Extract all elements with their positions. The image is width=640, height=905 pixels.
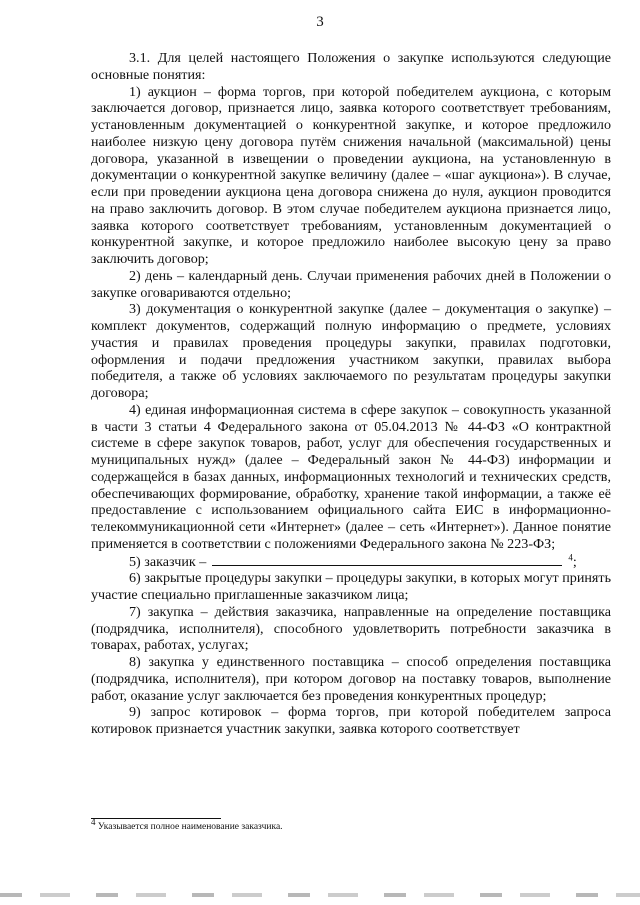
document-body (91, 50, 611, 738)
definition-closed-procedures: 6) закрытые процедуры закупки – процедуры закупки, в которых могут принять участие специально приглашенные заказчиком лица; (91, 570, 611, 603)
definition-day: 2) день – календарный день. Случаи применения рабочих дней в Положении о закупке оговариваются отдельно; (91, 267, 611, 301)
scan-edge-artifact (0, 893, 640, 897)
section-intro: 3.1. Для целей настоящего Положения о закупке используются следующие основные понятия: (91, 50, 611, 83)
definition-auction: 1) аукцион – форма торгов, при которой победителем аукциона, с которым заключается договор, признается лицо, заявка которого соответствует требованиям, установленным документацией о конкурентной закупке, и которое предложило наиболее низкую цену договора путём снижения начальной (максимальной) цены договора, указанной в извещении о проведении аукциона, на установленную в документации о конкурентной закупке величину (далее – «шаг аукциона»). В случае, если при проведении аукциона цена договора снижена до нуля, аукцион проводится на право заключить договор. В этом случае победителем аукциона признается лицо, заявка которого соответствует требованиям, установленным документацией о конкурентной закупке, и которое предложило наиболее высокую цену за право заключить договор; (91, 83, 611, 267)
definition-procurement: 7) закупка – действия заказчика, направленные на определение поставщика (подрядчика, исполнителя), способного удовлетворить потребности заказчика в товарах, работах, услугах; (91, 603, 611, 654)
footnote-mark: 4 (91, 817, 96, 827)
definition-quote-request: 9) запрос котировок – форма торгов, при которой победителем запроса котировок признается участник закупки, заявка которого соответствует (91, 704, 611, 737)
customer-item-label: 5) заказчик – (129, 553, 207, 570)
footnote-text: Указывается полное наименование заказчика. (97, 822, 283, 833)
footnote-separator (91, 818, 221, 819)
definition-documentation: 3) документация о конкурентной закупке (далее – документация о закупке) – комплект документов, содержащий полную информацию о предмете, условиях участия и правилах проведения процедуры закупки, правилах подготовки, оформления и подачи предложения участником закупки, правилах выбора победителя, а также об условиях заключаемого по результатам процедуры закупки договора; (91, 301, 611, 401)
definition-customer (91, 553, 611, 571)
customer-item-end: ; (572, 553, 577, 570)
definition-eis: 4) единая информационная система в сфере закупок – совокупность указанной в части 3 статьи 4 Федерального закона от 05.04.2013 № 44-ФЗ «О контрактной системе в сфере закупок товаров, работ, услуг для обеспечения государственных и муниципальных нужд» (далее – Федеральный закон № 44-ФЗ) информации и содержащейся в базах данных, информационных технологий и технических средств, обеспечивающих формирование, обработку, хранение такой информации, а также её предоставление с использованием официального сайта ЕИС в информационно-телекоммуникационной сети «Интернет» (далее – сеть «Интернет»). Данное понятие применяется в соответствии с положениями Федерального закона № 223-ФЗ; (91, 401, 611, 552)
footnote (91, 817, 611, 833)
definition-single-supplier: 8) закупка у единственного поставщика – способ определения поставщика (подрядчика, исполнителя), при котором договор на поставку товаров, выполнение работ, оказание услуг заключается без проведения конкурентных процедур; (91, 654, 611, 704)
customer-name-blank (212, 553, 562, 566)
page-number: 3 (316, 14, 324, 30)
footnote-reference: 4 (568, 551, 573, 562)
